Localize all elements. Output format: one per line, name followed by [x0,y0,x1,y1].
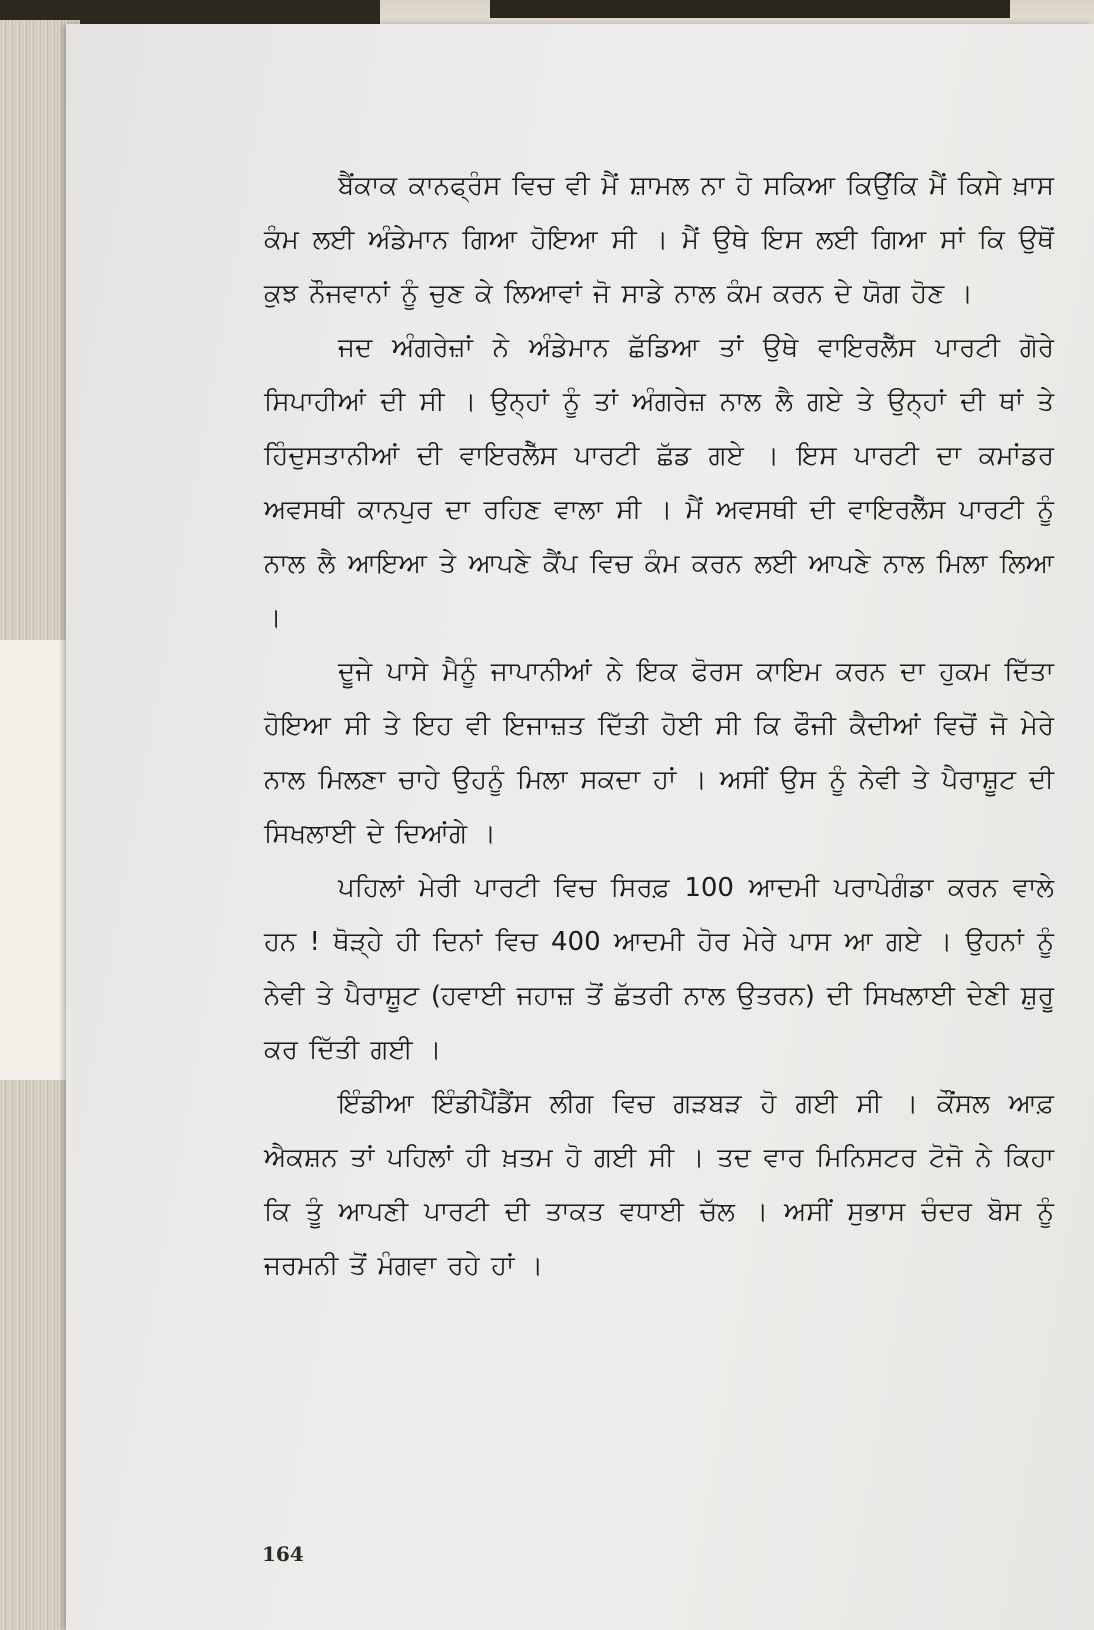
page-edges-highlight [0,640,70,1080]
body-text [264,159,1054,1293]
paragraph-4: ਪਹਿਲਾਂ ਮੇਰੀ ਪਾਰਟੀ ਵਿਚ ਸਿਰਫ਼ 100 ਆਦਮੀ ਪਰਾਪੇਗੰਡਾ ਕਰਨ ਵਾਲੇ ਹਨ ! ਥੋੜ੍ਹੇ ਹੀ ਦਿਨਾਂ ਵਿਚ 400 ਆਦਮੀ ਹੋਰ ਮੇਰੇ ਪਾਸ ਆ ਗਏ । ਉਹਨਾਂ ਨੂੰ ਨੇਵੀ ਤੇ ਪੈਰਾਸ਼ੂਟ (ਹਵਾਈ ਜਹਾਜ਼ ਤੋਂ ਛੱਤਰੀ ਨਾਲ ਉਤਰਨ) ਦੀ ਸਿਖਲਾਈ ਦੇਣੀ ਸ਼ੁਰੂ ਕਰ ਦਿੱਤੀ ਗਈ । [264,873,1054,1065]
paragraph-5: ਇੰਡੀਆ ਇੰਡੀਪੈਂਡੈਂਸ ਲੀਗ ਵਿਚ ਗੜਬੜ ਹੋ ਗਈ ਸੀ । ਕੌਂਸਲ ਆਫ਼ ਐਕਸ਼ਨ ਤਾਂ ਪਹਿਲਾਂ ਹੀ ਖ਼ਤਮ ਹੋ ਗਈ ਸੀ । ਤਦ ਵਾਰ ਮਿਨਿਸਟਰ ਟੋਜੋ ਨੇ ਕਿਹਾ ਕਿ ਤੂੰ ਆਪਣੀ ਪਾਰਟੀ ਦੀ ਤਾਕਤ ਵਧਾਈ ਚੱਲ । ਅਸੀਂ ਸੁਭਾਸ ਚੰਦਰ ਬੋਸ ਨੂੰ ਜਰਮਨੀ ਤੋਂ ਮੰਗਵਾ ਰਹੇ ਹਾਂ । [264,1089,1054,1281]
paragraph-3: ਦੂਜੇ ਪਾਸੇ ਮੈਨੂੰ ਜਾਪਾਨੀਆਂ ਨੇ ਇਕ ਫੋਰਸ ਕਾਇਮ ਕਰਨ ਦਾ ਹੁਕਮ ਦਿੱਤਾ ਹੋਇਆ ਸੀ ਤੇ ਇਹ ਵੀ ਇਜਾਜ਼ਤ ਦਿੱਤੀ ਹੋਈ ਸੀ ਕਿ ਫੌਜੀ ਕੈਦੀਆਂ ਵਿਚੋਂ ਜੋ ਮੇਰੇ ਨਾਲ ਮਿਲਣਾ ਚਾਹੇ ਉਹਨੂੰ ਮਿਲਾ ਸਕਦਾ ਹਾਂ । ਅਸੀਂ ਉਸ ਨੂੰ ਨੇਵੀ ਤੇ ਪੈਰਾਸ਼ੂਟ ਦੀ ਸਿਖਲਾਈ ਦੇ ਦਿਆਂਗੇ । [264,657,1054,849]
book-page [66,24,1094,1630]
paragraph-1: ਬੈਂਕਾਕ ਕਾਨਫ੍ਰੰਸ ਵਿਚ ਵੀ ਮੈਂ ਸ਼ਾਮਲ ਨਾ ਹੋ ਸਕਿਆ ਕਿਉਂਕਿ ਮੈਂ ਕਿਸੇ ਖ਼ਾਸ ਕੰਮ ਲਈ ਅੰਡੇਮਾਨ ਗਿਆ ਹੋਇਆ ਸੀ । ਮੈਂ ਉਥੇ ਇਸ ਲਈ ਗਿਆ ਸਾਂ ਕਿ ਉਥੋਂ ਕੁਝ ਨੌਜਵਾਨਾਂ ਨੂੰ ਚੁਣ ਕੇ ਲਿਆਵਾਂ ਜੋ ਸਾਡੇ ਨਾਲ ਕੰਮ ਕਰਨ ਦੇ ਯੋਗ ਹੋਣ । [264,171,1054,309]
paragraph-2: ਜਦ ਅੰਗਰੇਜ਼ਾਂ ਨੇ ਅੰਡੇਮਾਨ ਛੱਡਿਆ ਤਾਂ ਉਥੇ ਵਾਇਰਲੈੱਸ ਪਾਰਟੀ ਗੋਰੇ ਸਿਪਾਹੀਆਂ ਦੀ ਸੀ । ਉਨ੍ਹਾਂ ਨੂੰ ਤਾਂ ਅੰਗਰੇਜ਼ ਨਾਲ ਲੈ ਗਏ ਤੇ ਉਨ੍ਹਾਂ ਦੀ ਥਾਂ ਤੇ ਹਿੰਦੁਸਤਾਨੀਆਂ ਦੀ ਵਾਇਰਲੈੱਸ ਪਾਰਟੀ ਛੱਡ ਗਏ । ਇਸ ਪਾਰਟੀ ਦਾ ਕਮਾਂਡਰ ਅਵਸਥੀ ਕਾਨਪੁਰ ਦਾ ਰਹਿਣ ਵਾਲਾ ਸੀ । ਮੈਂ ਅਵਸਥੀ ਦੀ ਵਾਇਰਲੈੱਸ ਪਾਰਟੀ ਨੂੰ ਨਾਲ ਲੈ ਆਇਆ ਤੇ ਆਪਣੇ ਕੈਂਪ ਵਿਚ ਕੰਮ ਕਰਨ ਲਈ ਆਪਣੇ ਨਾਲ ਮਿਲਾ ਲਿਆ । [264,333,1054,633]
page-number: 164 [262,1542,304,1566]
back-page-shadow [490,0,1010,18]
